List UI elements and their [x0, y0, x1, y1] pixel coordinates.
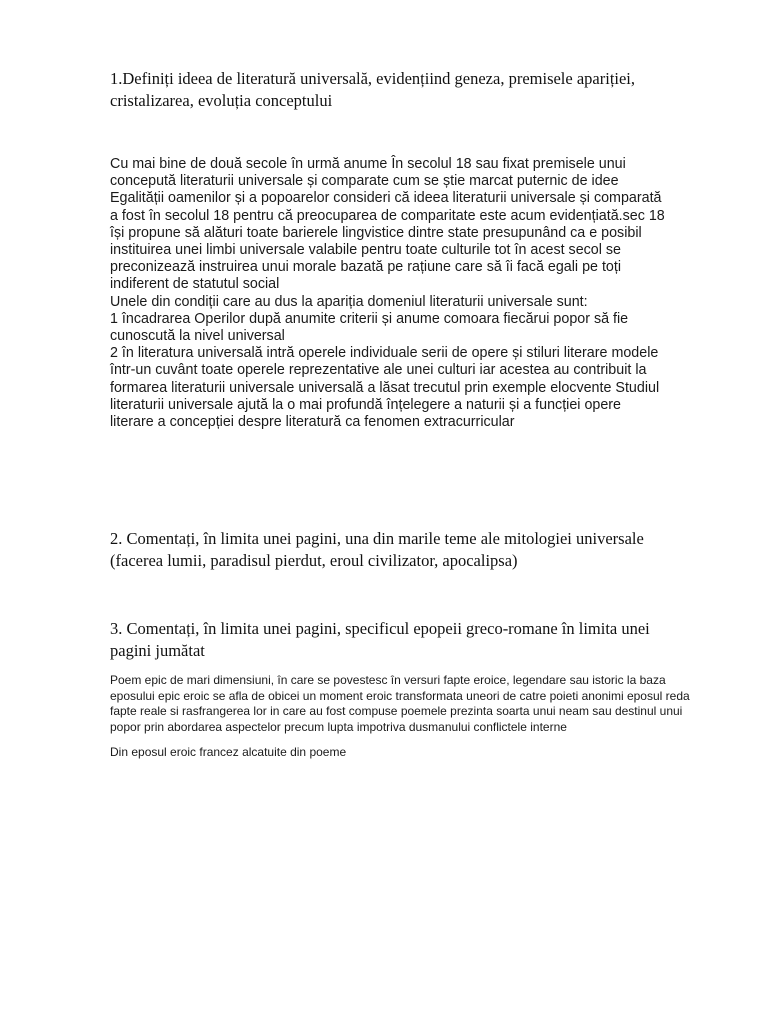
answer-1-line: indiferent de statutul social	[110, 276, 280, 293]
question-3-line-2: pagini jumătat	[110, 641, 205, 660]
answer-3-followup: Din eposul eroic francez alcatuite din poeme	[110, 745, 347, 759]
answer-3-line: Poem epic de mari dimensiuni, în care se povestesc în versuri fapte eroice, legendare sau istoric la baza	[110, 673, 666, 687]
answer-1-line: instituirea unei limbi universale valabile pentru toate culturile tot în acest secol se	[110, 242, 621, 259]
answer-1	[110, 156, 720, 431]
answer-1-line: preconizează instruirea unui morale bazată pe rațiune care să îi facă egali pe toți	[110, 259, 622, 276]
question-2-line-2: (facerea lumii, paradisul pierdut, eroul civilizator, apocalipsa)	[110, 551, 518, 570]
answer-1-line: concepută literaturii universale și comparate cum se știe marcat puternic de idee	[110, 173, 619, 190]
question-3-line-1: 3. Comentați, în limita unei pagini, specificul epopeii greco-romane în limita unei	[110, 619, 650, 638]
question-2	[110, 528, 710, 572]
answer-3-line: eposului epic eroic se afla de obicei un moment eroic transformata uneori de catre poieti anonimi eposul reda	[110, 688, 690, 703]
question-3	[110, 618, 710, 662]
answer-1-line: își propune să alături toate barierele lingvistice dintre state presupunând ca e posibil	[110, 224, 642, 241]
question-2-line-1: 2. Comentați, în limita unei pagini, una din marile teme ale mitologiei universale	[110, 529, 644, 548]
answer-1-line: într-un cuvânt toate operele reprezentative ale unei culturi iar acestea au contribuit la	[110, 362, 647, 379]
question-1-line-1: 1.Definiți ideea de literatură universală, evidențiind geneza, premisele apariției,	[110, 69, 636, 88]
question-1-line-2: cristalizarea, evoluția conceptului	[110, 91, 333, 110]
answer-1-line: formarea literaturii universale universală a lăsat trecutul prin exemple elocvente Studiul	[110, 379, 660, 396]
answer-1-line: 1 încadrarea Operilor după anumite criterii și anume comoara fiecărui popor să fie	[110, 310, 629, 327]
answer-1-line: 2 în literatura universală intră operele individuale serii de opere și stiluri literare modele	[110, 345, 659, 362]
answer-1-line: a fost în secolul 18 pentru că preocuparea de comparitate este acum evidențiată.sec 18	[110, 207, 665, 224]
answer-1-line: literaturii universale ajută la o mai profundă înțelegere a naturii și a funcției opere	[110, 396, 622, 413]
answer-3	[110, 673, 720, 735]
answer-1-line: Cu mai bine de două secole în urmă anume În secolul 18 sau fixat premisele unui	[110, 156, 626, 172]
answer-3-line: popor prin abordarea aspectelor precum lupta impotriva dusmanului conflictele interne	[110, 719, 567, 734]
answer-1-line: cunoscută la nivel universal	[110, 328, 285, 345]
answer-1-line: Egalității oamenilor și a popoarelor consideri că ideea literaturii universale și comparată	[110, 190, 662, 207]
answer-3-line: fapte reale si rasfrangerea lor in care au fost compuse poemele prezinta soarta unui neam sau destinul unui	[110, 704, 683, 719]
answer-1-line: Unele din condiții care au dus la apariția domeniul literaturii universale sunt:	[110, 293, 588, 310]
question-1	[110, 68, 710, 112]
answer-1-line: literare a concepției despre literatură ca fenomen extracurricular	[110, 414, 515, 431]
